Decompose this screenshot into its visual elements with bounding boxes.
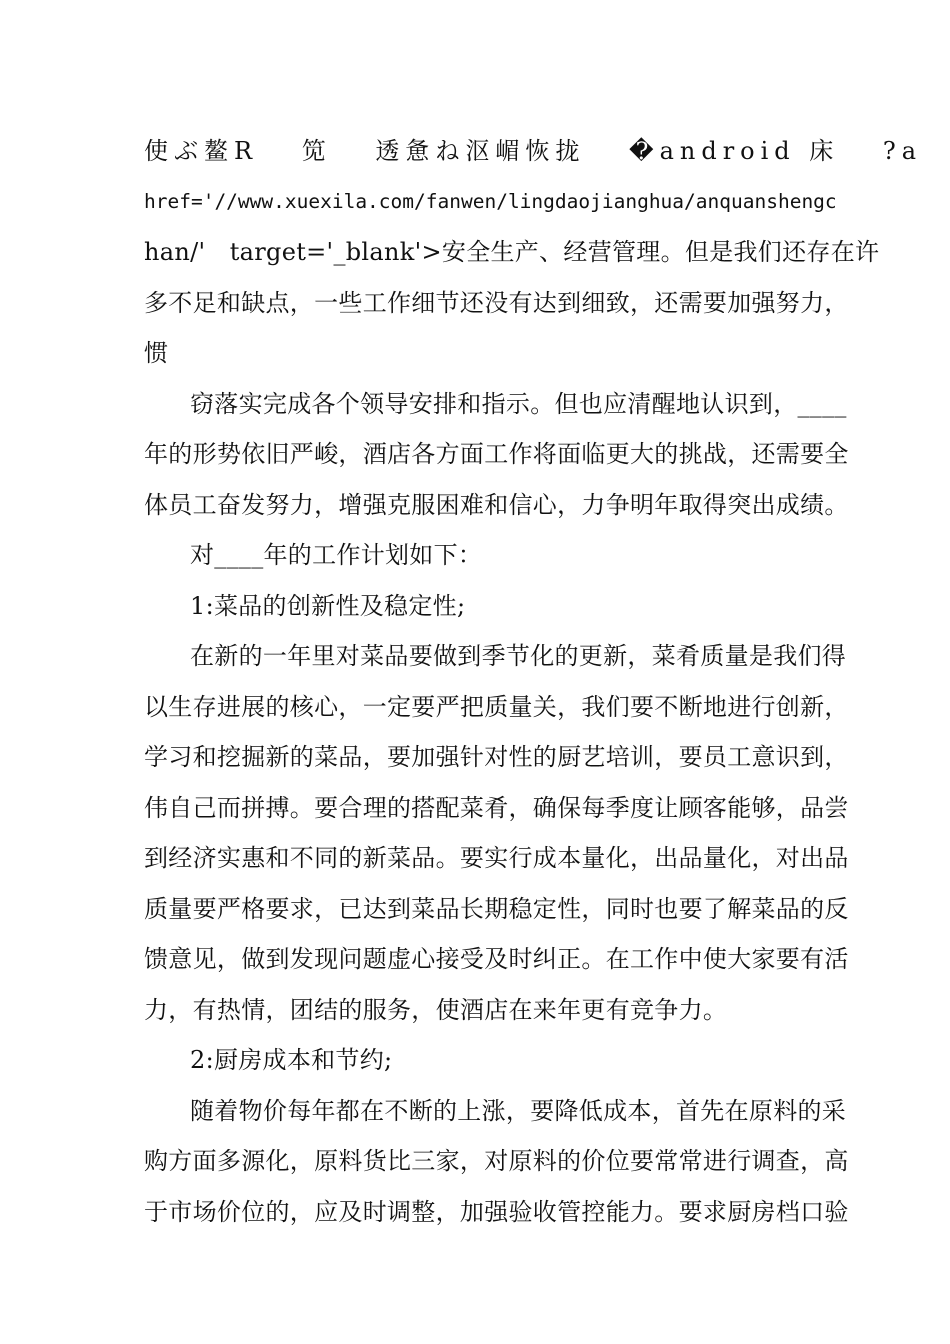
text-line: 惯 (144, 339, 169, 367)
section-heading-1: 1:菜品的创新性及稳定性; (190, 591, 466, 620)
text-line: 年的形势依旧严峻，酒店各方面工作将面临更大的挑战，还需要全 (144, 440, 849, 468)
paragraph-start: 随着物价每年都在不断的上涨，要降低成本，首先在原料的采 (190, 1096, 847, 1125)
paragraph-start: 窃落实完成各个领导安排和指示。但也应清醒地认识到，____ (190, 389, 847, 418)
text-line: 学习和挖掘新的菜品，要加强针对性的厨艺培训，要员工意识到， (144, 743, 849, 771)
text-line: 质量要严格要求，已达到菜品长期稳定性，同时也要了解菜品的反 (144, 894, 849, 923)
text-line: 以生存进展的核心，一定要严把质量关，我们要不断地进行创新， (144, 692, 849, 721)
text-line: 伟自己而拼搏。要合理的搭配菜肴，确保每季度让顾客能够，品尝 (144, 793, 849, 822)
text-line: han/' target='_blank'>安全生产、经营管理。但是我们还存在许 (144, 238, 880, 266)
text-line: 于市场价位的，应及时调整，加强验收管控能力。要求厨房档口验 (144, 1197, 849, 1226)
document-page (144, 126, 923, 1237)
text-line: 购方面多源化，原料货比三家，对原料的价位要常常进行调查，高 (144, 1147, 849, 1175)
text-line: 力，有热情，团结的服务，使酒店在来年更有竞争力。 (144, 995, 728, 1024)
text-line: 馈意见，做到发现问题虚心接受及时纠正。在工作中使大家要有活 (144, 945, 849, 973)
text-line: 多不足和缺点，一些工作细节还没有达到细致，还需要加强努力， (144, 288, 849, 317)
text-line: 使ぶ鳌R 笕 透惫ね沤嵋恢拢 �android 床 ?a (144, 137, 923, 165)
section-heading-2: 2:厨房成本和节约; (190, 1046, 393, 1074)
plan-heading: 对____年的工作计划如下： (190, 541, 483, 569)
text-line: 体员工奋发努力，增强克服困难和信心，力争明年取得突出成绩。 (144, 490, 849, 519)
paragraph-start: 在新的一年里对菜品要做到季节化的更新，菜肴质量是我们得 (190, 642, 847, 670)
text-line: 到经济实惠和不同的新菜品。要实行成本量化，出品量化，对出品 (144, 844, 849, 872)
text-line: href='//www.xuexila.com/fanwen/lingdaojianghua/anquanshengc (144, 189, 837, 213)
